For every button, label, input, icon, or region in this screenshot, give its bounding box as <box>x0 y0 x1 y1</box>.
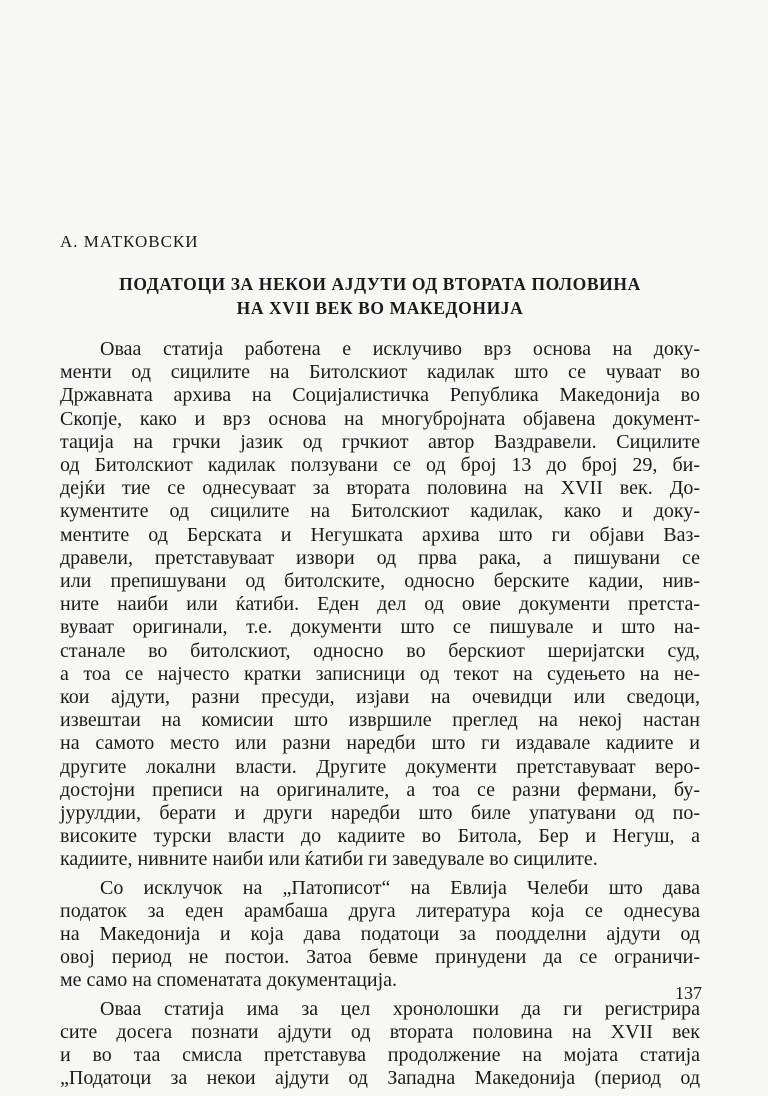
text-line: менти од сицилите на Битолскиот кадилак што се чуваат во <box>60 361 700 384</box>
text-line: дејќи тие се однесуваат за втората половина на XVII век. До- <box>60 477 700 500</box>
paragraph <box>60 998 700 1091</box>
text-line: ме само на споменатата документација. <box>60 969 398 992</box>
text-line: на Македонија и која дава податоци за поодделни ајдути од <box>60 923 700 946</box>
text-line: овој период не постои. Затоа бевме принудени да се ограничи- <box>60 946 700 969</box>
text-line: а тоа се најчесто кратки записници од текот на судењето на не- <box>60 662 700 685</box>
text-line: ментите од Берската и Негушката архива што ги објави Ваз- <box>60 523 700 546</box>
text-line: Со исклучок на „Патописот“ на Евлија Челеби што дава <box>100 876 700 899</box>
text-line: достојни преписи на оригиналите, а тоа се разни фермани, бу- <box>60 778 700 801</box>
text-line: вуваат оригинали, т.е. документи што се пишувале и што на- <box>60 616 700 639</box>
text-line: Скопје, како и врз основа на многубројната објавена документ- <box>60 407 700 430</box>
paragraph <box>60 877 700 993</box>
text-line: Оваа статија има за цел хронолошки да ги регистрира <box>100 997 700 1020</box>
text-line: „Податоци за некои ајдути од Западна Македонија (период од <box>60 1067 700 1090</box>
text-line: Оваа статија работена е исклучиво врз основа на доку- <box>100 338 700 360</box>
text-line: од Битолскиот кадилак ползувани се од број 13 до број 29, би- <box>60 454 700 477</box>
text-line: станале во битолскиот, односно во берскиот шеријатски суд, <box>60 639 700 662</box>
text-line: другите локални власти. Другите документи претставуваат веро- <box>60 755 700 778</box>
text-line: кументите од сицилите на Битолскиот кадилак, како и доку- <box>60 500 700 523</box>
page-number: 137 <box>675 983 702 1003</box>
text-line: сите досега познати ајдути од втората половина на XVII век <box>60 1020 700 1043</box>
paragraph <box>60 338 700 872</box>
text-line: дравели, претставуваат извори од прва рака, а пишувани се <box>60 546 700 569</box>
text-line: високите турски власти до кадиите во Битола, Бер и Негуш, а <box>60 825 700 848</box>
text-line: извештаи на комисии што извршиле преглед на некој настан <box>60 709 700 732</box>
article-body <box>60 338 700 1096</box>
text-line: кадиите, нивните наиби или ќатиби ги заведувале во сицилите. <box>60 848 598 871</box>
text-line: на самото место или разни наредби што ги издавале кадиите и <box>60 732 700 755</box>
text-line: Државната архива на Социјалистичка Република Македонија во <box>60 384 700 407</box>
text-line: или препишувани од битолските, односно берските кадии, нив- <box>60 570 700 593</box>
text-line: ните наиби или ќатиби. Еден дел од овие документи претста- <box>60 593 700 616</box>
author-name: А. МАТКОВСКИ <box>60 232 199 251</box>
title-line: ПОДАТОЦИ ЗА НЕКОИ АЈДУТИ ОД ВТОРАТА ПОЛОВИНА <box>119 274 641 294</box>
text-line: тација на грчки јазик од грчкиот автор Ваздравели. Сицилите <box>60 430 700 453</box>
article-title <box>60 272 700 320</box>
text-line: јурулдии, берати и други наредби што биле упатувани од по- <box>60 802 700 825</box>
title-line: НА XVII ВЕК ВО МАКЕДОНИЈА <box>236 298 524 318</box>
text-line: податок за еден арамбаша друга литература која се однесува <box>60 899 700 922</box>
text-line: кои ајдути, разни пресуди, изјави на очевидци или сведоци, <box>60 686 700 709</box>
text-line: и во таа смисла претставува продолжение на мојата статија <box>60 1044 700 1067</box>
